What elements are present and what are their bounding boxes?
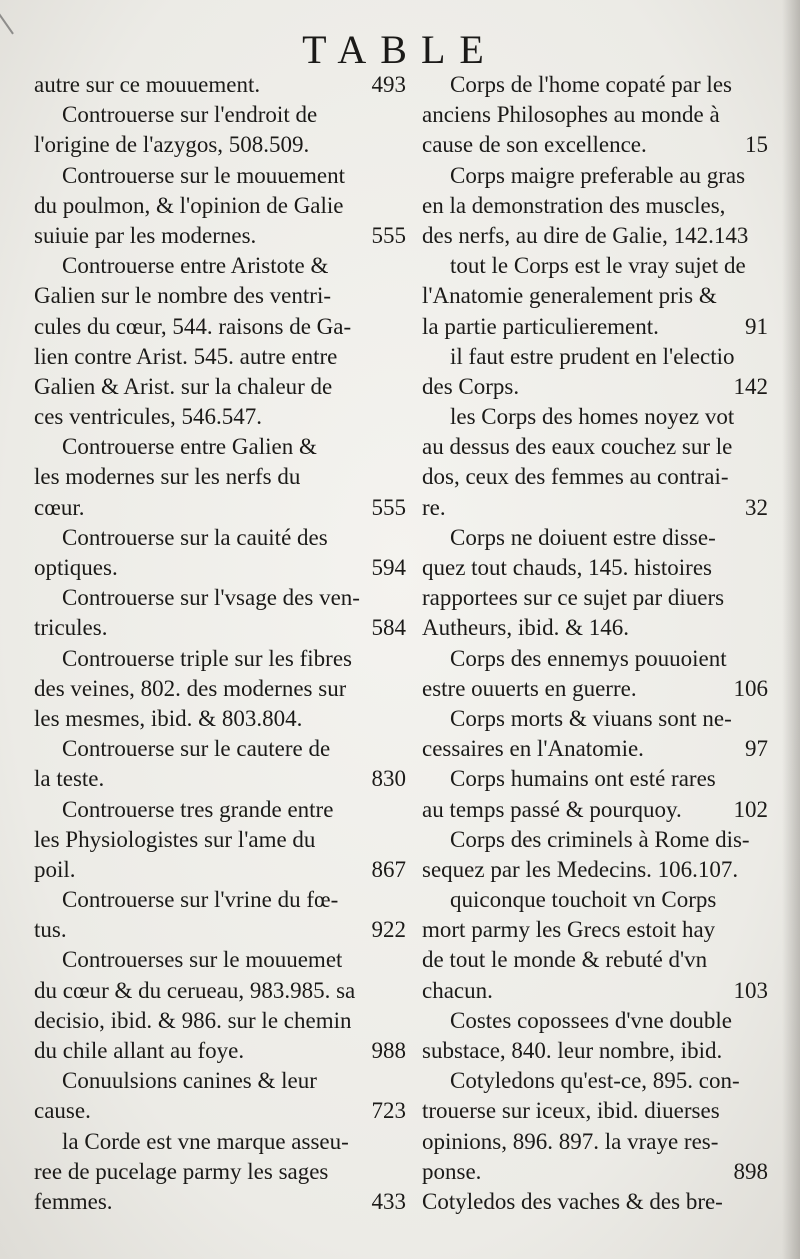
index-line-text: trouerse sur iceux, ibid. diuerses [422,1098,720,1124]
index-line-text: Cotyledos des vaches & des bre- [422,1188,723,1214]
index-line [34,1157,406,1187]
index-line-text: Controuerse sur l'vrine du fœ- [62,887,339,913]
page-reference: 830 [371,766,406,792]
index-line [34,493,406,523]
index-line-text: substace, 840. leur nombre, ibid. [422,1038,723,1063]
index-line-text: autre sur ce mouuement. [34,72,261,97]
index-line [34,342,406,372]
index-line [422,855,768,885]
index-line [422,372,768,402]
index-line [34,402,406,432]
index-line-text: cules du cœur, 544. raisons de Ga- [34,313,352,339]
index-line [422,1096,768,1126]
page-reference: 91 [745,313,768,339]
index-line [422,976,768,1006]
index-line-text: poil. [34,856,76,882]
index-line [422,915,768,945]
index-line [422,70,768,100]
index-line-text: l'origine de l'azygos, 508.509. [34,132,310,158]
index-line [34,432,406,462]
index-line [34,704,406,734]
index-line [34,1187,406,1217]
page-reference: 867 [371,856,406,882]
index-line-text: cessaires en l'Anatomie. [422,736,644,762]
index-line [422,493,768,523]
index-line-text: Corps des ennemys pouuoient [450,645,727,671]
index-line-text: les Physiologistes sur l'ame du [34,826,316,852]
index-line [34,1096,406,1126]
index-line-text: les mesmes, ibid. & 803.804. [34,705,303,731]
index-line-text: Controuerse sur le mouuement [62,162,345,188]
index-line [422,281,768,311]
index-line-text: au dessus des eaux couchez sur le [422,434,733,460]
index-line [422,100,768,130]
right-column [422,70,768,1217]
page-reference: 102 [733,796,768,822]
page-reference: 555 [371,222,406,248]
index-line [34,885,406,915]
index-line [422,734,768,764]
index-line [34,613,406,643]
page-reference: 103 [733,977,768,1003]
index-line-text: mort parmy les Grecs estoit hay [422,917,716,943]
index-line-text: re. [422,494,446,520]
index-line-text: Controuerse sur l'vsage des ven- [62,585,360,611]
index-line-text: en la demonstration des muscles, [422,192,726,218]
index-line-text: Corps morts & viuans sont ne- [450,705,732,731]
index-line [422,221,768,251]
index-line-text: Corps humains ont esté rares [450,766,716,792]
index-line-text: estre ouuerts en guerre. [422,675,637,701]
index-line [34,161,406,191]
index-line-text: lien contre Arist. 545. autre entre [34,343,338,369]
index-line [34,1127,406,1157]
index-line-text: sequez par les Medecins. 106.107. [422,856,739,882]
index-line-text: decisio, ibid. & 986. sur le chemin [34,1007,352,1033]
index-line-text: chacun. [422,977,493,1003]
page-header-title: TABLE [302,27,498,72]
index-line [422,764,768,794]
index-line-text: du cœur & du cerueau, 983.985. sa [34,977,356,1003]
index-line [34,674,406,704]
index-line [422,161,768,191]
index-line-text: quez tout chauds, 145. histoires [422,555,713,580]
index-line-text: l'Anatomie generalement pris & [422,283,717,309]
index-line-text: au temps passé & pourquoy. [422,796,682,822]
index-line-text: Controuerse sur la cauité des [62,524,328,550]
index-line-text: cause. [34,1098,91,1124]
index-line-text: tricules. [34,615,108,641]
index-line [34,915,406,945]
index-line-text: des Corps. [422,373,520,399]
index-line-text: suiuie par les modernes. [34,222,257,248]
index-line-text: Controuerses sur le mouuemet [62,947,343,973]
index-line-text: cœur. [34,494,85,520]
index-line-text: il faut estre prudent en l'electio [450,343,735,369]
index-line-text: tout le Corps est le vray sujet de [450,253,746,279]
index-line [34,523,406,553]
index-line-text: la Corde est vne marque asseu- [62,1128,349,1154]
index-line-text: Conuulsions canines & leur [62,1068,317,1094]
index-line [422,1006,768,1036]
index-line [422,613,768,643]
index-line [422,583,768,613]
index-line-text: dos, ceux des femmes au contrai- [422,464,729,490]
index-line [422,1187,768,1217]
index-line-text: rapportees sur ce sujet par diuers [422,585,725,611]
index-line-text: Controuerse sur le cautere de [62,736,331,762]
index-line-text: du poulmon, & l'opinion de Galie [34,192,344,218]
page-edge-shadow [782,0,800,1259]
index-line [422,945,768,975]
index-line [34,70,406,100]
index-line-text: des nerfs, au dire de Galie, 142.143 [422,222,749,248]
index-line-text: anciens Philosophes au monde à [422,102,720,128]
index-line-text: Corps des criminels à Rome dis- [450,826,750,852]
index-line [34,1036,406,1066]
index-line-text: du chile allant au foye. [34,1038,245,1063]
index-line [34,281,406,311]
index-line [422,130,768,160]
index-line-text: tus. [34,917,67,943]
page-reference: 584 [371,615,406,641]
index-line [422,312,768,342]
index-line-text: Cotyledons qu'est-ce, 895. con- [450,1068,740,1094]
index-line [422,191,768,221]
index-line [34,312,406,342]
index-line-text: opinions, 896. 897. la vraye res- [422,1128,719,1154]
index-line [34,1006,406,1036]
index-line [422,553,768,583]
index-line [34,553,406,583]
index-line [422,1127,768,1157]
index-line [34,945,406,975]
index-line [34,372,406,402]
index-line [34,764,406,794]
index-line-text: les Corps des homes noyez vot [450,404,735,430]
index-line-text: Controuerse tres grande entre [62,796,334,822]
page-reference: 723 [371,1098,406,1124]
page-reference: 988 [371,1038,406,1063]
index-line-text: Corps ne doiuent estre disse- [450,524,716,550]
index-line [422,1157,768,1187]
page-reference: 106 [733,675,768,701]
index-line [422,432,768,462]
index-line [34,855,406,885]
page-reference: 97 [745,736,768,762]
index-line [34,462,406,492]
index-line-text: ces ventricules, 546.547. [34,404,263,430]
index-line [422,251,768,281]
page-reference: 15 [745,132,768,158]
index-line [34,1066,406,1096]
page-reference: 555 [371,494,406,520]
index-line-text: Controuerse entre Aristote & [62,253,329,279]
index-line-text: femmes. [34,1188,113,1214]
left-column [34,70,406,1217]
index-line [422,462,768,492]
index-line [34,734,406,764]
index-line [34,825,406,855]
index-line-text: la partie particulierement. [422,313,659,339]
index-line [422,704,768,734]
index-line [422,885,768,915]
index-line-text: Controuerse entre Galien & [62,434,317,460]
index-line [34,251,406,281]
index-line-text: Autheurs, ibid. & 146. [422,615,629,641]
index-line-text: la teste. [34,766,105,792]
index-line-text: Costes copossees d'vne double [450,1007,733,1033]
index-line [422,402,768,432]
index-line [422,674,768,704]
page-reference: 433 [371,1188,406,1214]
page-reference: 142 [733,373,768,399]
page-reference: 493 [371,72,406,97]
index-line [422,523,768,553]
index-line-text: Corps de l'home copaté par les [450,72,732,97]
index-line-text: Corps maigre preferable au gras [450,162,746,188]
index-line [422,825,768,855]
page-reference: 594 [371,555,406,580]
page-reference: 898 [733,1158,768,1184]
index-line [422,1066,768,1096]
index-line-text: ponse. [422,1158,482,1184]
index-line [422,342,768,372]
index-line [422,795,768,825]
index-line [34,795,406,825]
index-line-text: Controuerse triple sur les fibres [62,645,352,671]
index-line-text: ree de pucelage parmy les sages [34,1158,329,1184]
page-reference: 922 [371,917,406,943]
index-line-text: des veines, 802. des modernes sur [34,675,347,701]
index-line-text: Controuerse sur l'endroit de [62,102,318,128]
index-line [34,100,406,130]
index-line-text: cause de son excellence. [422,132,647,158]
index-line [34,221,406,251]
index-line-text: quiconque touchoit vn Corps [450,887,717,913]
index-line-text: Galien sur le nombre des ventri- [34,283,331,309]
index-line [422,644,768,674]
page-reference: 32 [745,494,768,520]
index-line [34,644,406,674]
index-line-text: Galien & Arist. sur la chaleur de [34,373,333,399]
index-line-text: optiques. [34,555,118,580]
index-line [34,130,406,160]
index-line-text: les modernes sur les nerfs du [34,464,301,490]
index-line [34,583,406,613]
index-line [34,191,406,221]
index-line [422,1036,768,1066]
index-line-text: de tout le monde & rebuté d'vn [422,947,708,973]
index-line [34,976,406,1006]
